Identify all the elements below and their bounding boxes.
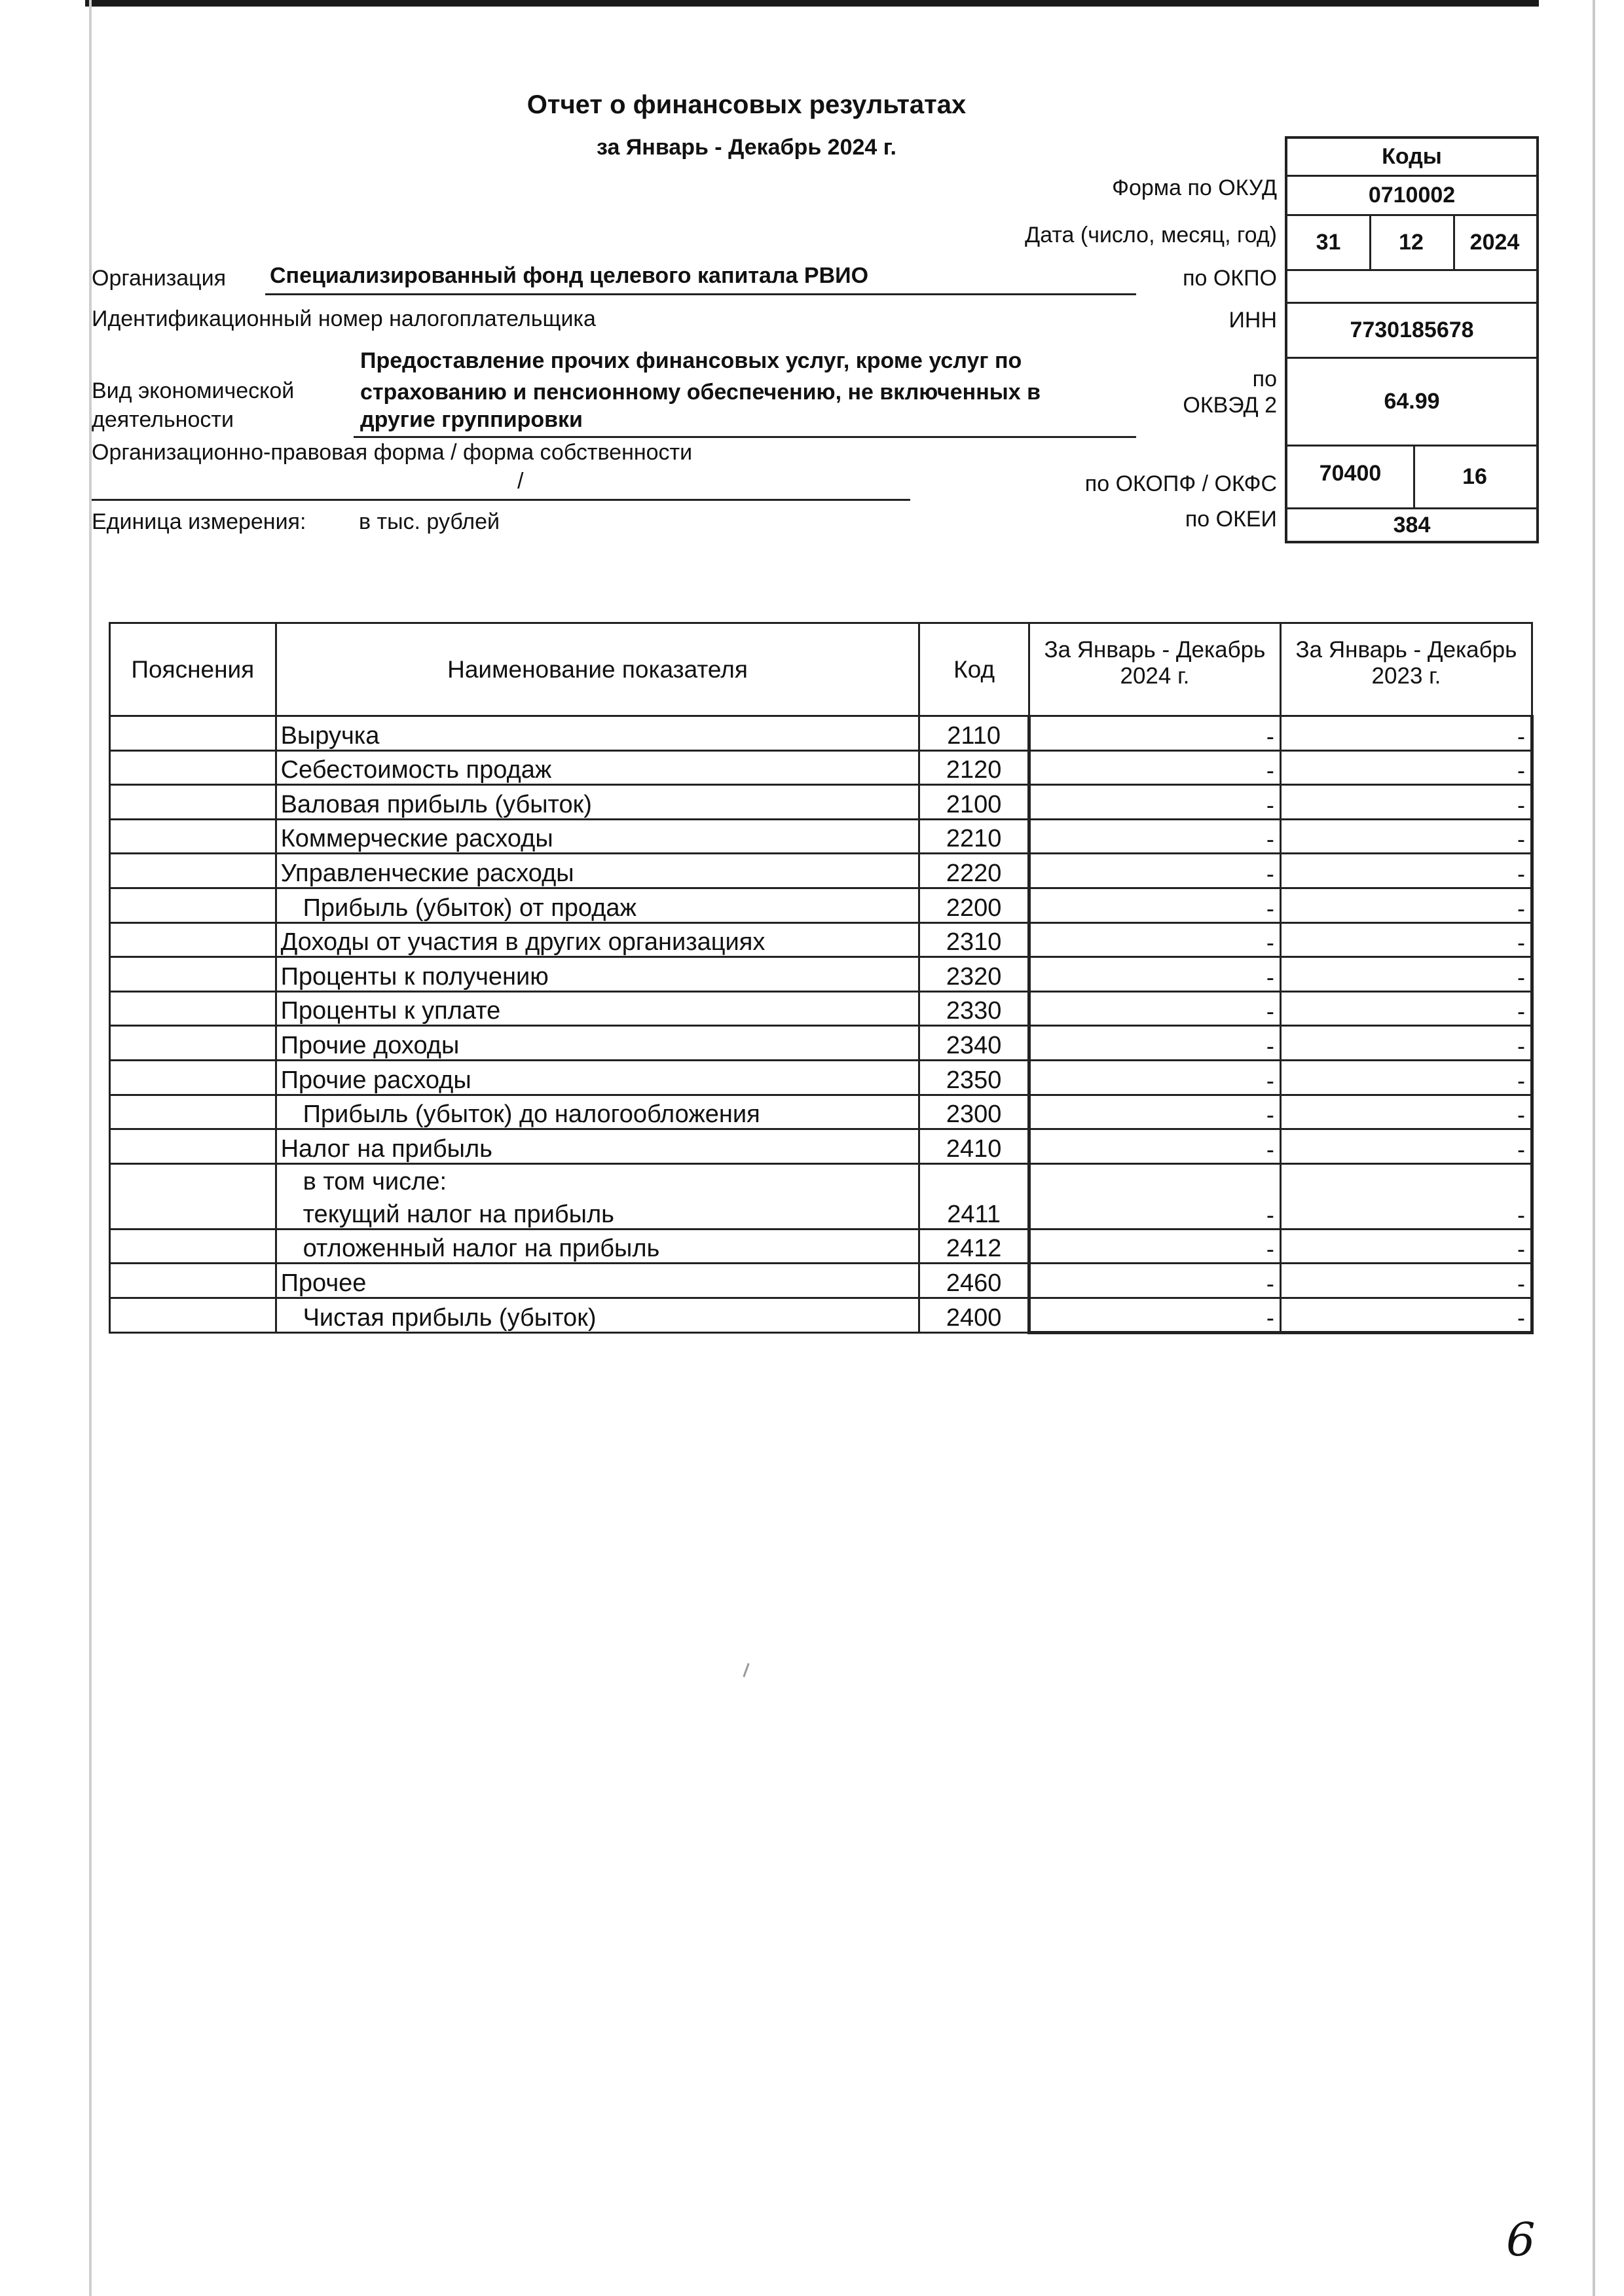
value-2024: - xyxy=(1029,819,1280,854)
indicator-code: 2200 xyxy=(919,888,1029,922)
notes-cell xyxy=(110,888,276,922)
report-title: Отчет о финансовых результатах xyxy=(526,90,967,119)
notes-cell xyxy=(110,854,276,888)
legal-form-underline xyxy=(92,499,910,501)
value-2024: - xyxy=(1029,716,1280,751)
table-row xyxy=(110,1095,1532,1129)
org-value: Специализированный фонд целевого капитала РВИО xyxy=(270,263,869,288)
inn-value: 7730185678 xyxy=(1287,304,1536,359)
indicator-code: 2400 xyxy=(919,1298,1029,1332)
table-row xyxy=(110,1298,1532,1332)
value-2023: - xyxy=(1280,1298,1532,1332)
divider xyxy=(1453,216,1455,271)
indicator-name: Выручка xyxy=(276,716,919,751)
activity-label-2: деятельности xyxy=(92,407,234,432)
legal-form-label: Организационно-правовая форма / форма собственности xyxy=(92,440,693,465)
scan-speck xyxy=(743,1663,749,1677)
col-header-2023: За Январь - Декабрь 2023 г. xyxy=(1280,623,1532,716)
value-2024: - xyxy=(1029,1229,1280,1264)
value-2023: - xyxy=(1280,819,1532,854)
table-row xyxy=(110,922,1532,957)
okved-label-2: ОКВЭД 2 xyxy=(1183,393,1277,418)
notes-cell xyxy=(110,1095,276,1129)
value-2023: - xyxy=(1280,888,1532,922)
notes-cell xyxy=(110,716,276,751)
value-2024: - xyxy=(1029,957,1280,992)
indicator-name: Себестоимость продаж xyxy=(276,750,919,785)
indicator-name: Доходы от участия в других организациях xyxy=(276,922,919,957)
indicator-code: 2330 xyxy=(919,991,1029,1026)
value-2024: - xyxy=(1029,991,1280,1026)
okved-value: 64.99 xyxy=(1287,359,1536,446)
okved-label-1: по xyxy=(1252,367,1277,392)
activity-value-3: другие группировки xyxy=(360,407,583,432)
indicator-name: Управленческие расходы xyxy=(276,854,919,888)
notes-cell xyxy=(110,991,276,1026)
indicator-code: 2310 xyxy=(919,922,1029,957)
indicator-name-text: текущий налог на прибыль xyxy=(303,1200,614,1228)
notes-cell xyxy=(110,1229,276,1264)
okfs-value: 16 xyxy=(1413,446,1536,509)
notes-cell xyxy=(110,957,276,992)
value-2024: - xyxy=(1029,854,1280,888)
codes-box xyxy=(1285,136,1539,543)
okud-label: Форма по ОКУД xyxy=(1112,175,1277,200)
value-2023: - xyxy=(1280,785,1532,820)
activity-value-2: страхованию и пенсионному обеспечению, не включенных в xyxy=(360,380,1041,405)
value-2024: - xyxy=(1029,785,1280,820)
divider xyxy=(1413,446,1415,509)
indicator-code: 2412 xyxy=(919,1229,1029,1264)
inn-label: ИНН xyxy=(1228,308,1277,333)
notes-cell xyxy=(110,1026,276,1061)
divider xyxy=(1369,216,1371,271)
notes-cell xyxy=(110,1129,276,1164)
value-2024: - xyxy=(1029,1026,1280,1061)
value-2023: - xyxy=(1280,1095,1532,1129)
value-2024: - xyxy=(1029,922,1280,957)
okei-value: 384 xyxy=(1393,512,1431,538)
value-2024: - xyxy=(1029,888,1280,922)
value-2023: - xyxy=(1280,854,1532,888)
indicator-name: Чистая прибыль (убыток) xyxy=(276,1298,919,1332)
value-2023: - xyxy=(1280,750,1532,785)
okei-label: по ОКЕИ xyxy=(1185,507,1277,532)
org-underline xyxy=(265,293,1136,295)
value-2024: - xyxy=(1029,750,1280,785)
value-2023: - xyxy=(1280,922,1532,957)
indicator-name-prefix: в том числе: xyxy=(303,1167,447,1195)
indicator-code: 2220 xyxy=(919,854,1029,888)
indicator-name: Коммерческие расходы xyxy=(276,819,919,854)
value-2023: - xyxy=(1280,1026,1532,1061)
indicator-code: 2460 xyxy=(919,1264,1029,1298)
col-header-notes: Пояснения xyxy=(110,623,276,716)
table-row xyxy=(110,888,1532,922)
legal-form-value: / xyxy=(517,469,524,494)
scan-left-edge xyxy=(89,0,92,2296)
value-2023: - xyxy=(1280,1060,1532,1095)
notes-cell xyxy=(110,750,276,785)
table-row xyxy=(110,750,1532,785)
table-row xyxy=(110,1163,1532,1229)
indicator-code: 2300 xyxy=(919,1095,1029,1129)
activity-underline xyxy=(354,436,1136,438)
col-header-code: Код xyxy=(919,623,1029,716)
financial-results-table xyxy=(109,622,1534,1334)
value-2023: - xyxy=(1280,1163,1532,1229)
indicator-name: Прочее xyxy=(276,1264,919,1298)
value-2023: - xyxy=(1280,1129,1532,1164)
col-header-indicator: Наименование показателя xyxy=(276,623,919,716)
indicator-code: 2110 xyxy=(919,716,1029,751)
indicator-code: 2100 xyxy=(919,785,1029,820)
value-2024: - xyxy=(1029,1129,1280,1164)
okpo-value xyxy=(1287,271,1536,304)
indicator-code: 2340 xyxy=(919,1026,1029,1061)
value-2023: - xyxy=(1280,991,1532,1026)
indicator-name: Проценты к уплате xyxy=(276,991,919,1026)
value-2024: - xyxy=(1029,1095,1280,1129)
table-row xyxy=(110,991,1532,1026)
indicator-code: 2410 xyxy=(919,1129,1029,1164)
okopf-label: по ОКОПФ / ОКФС xyxy=(1084,471,1277,496)
indicator-code: 2210 xyxy=(919,819,1029,854)
indicator-name xyxy=(276,1163,919,1229)
table-row xyxy=(110,819,1532,854)
indicator-name: Прочие доходы xyxy=(276,1026,919,1061)
table-row xyxy=(110,1026,1532,1061)
indicator-name: отложенный налог на прибыль xyxy=(276,1229,919,1264)
notes-cell xyxy=(110,785,276,820)
table-row xyxy=(110,1264,1532,1298)
table-row xyxy=(110,957,1532,992)
notes-cell xyxy=(110,922,276,957)
indicator-code: 2120 xyxy=(919,750,1029,785)
activity-value-1: Предоставление прочих финансовых услуг, кроме услуг по xyxy=(360,348,1022,373)
unit-value: в тыс. рублей xyxy=(359,509,500,534)
indicator-code: 2320 xyxy=(919,957,1029,992)
org-label: Организация xyxy=(92,266,227,291)
scan-top-edge xyxy=(85,0,1539,7)
value-2024: - xyxy=(1029,1298,1280,1332)
table-row xyxy=(110,1129,1532,1164)
unit-label: Единица измерения: xyxy=(92,509,306,534)
okpo-label: по ОКПО xyxy=(1183,266,1277,291)
value-2024: - xyxy=(1029,1060,1280,1095)
table-row xyxy=(110,716,1532,751)
indicator-name: Прибыль (убыток) до налогообложения xyxy=(276,1095,919,1129)
indicator-name: Проценты к получению xyxy=(276,957,919,992)
indicator-code: 2411 xyxy=(919,1163,1029,1229)
page-number: 6 xyxy=(1506,2213,1536,2267)
okud-value: 0710002 xyxy=(1287,177,1536,216)
indicator-name: Налог на прибыль xyxy=(276,1129,919,1164)
scan-right-edge xyxy=(1593,0,1595,2296)
date-month: 12 xyxy=(1369,216,1453,271)
date-year: 2024 xyxy=(1453,216,1536,271)
indicator-name: Валовая прибыль (убыток) xyxy=(276,785,919,820)
table-row xyxy=(110,1229,1532,1264)
okopf-value: 70400 xyxy=(1287,446,1413,509)
table-header-row xyxy=(110,623,1532,716)
value-2023: - xyxy=(1280,957,1532,992)
value-2024: - xyxy=(1029,1264,1280,1298)
codes-header: Коды xyxy=(1287,139,1536,177)
inn-caption: Идентификационный номер налогоплательщика xyxy=(92,306,596,331)
notes-cell xyxy=(110,1060,276,1095)
value-2023: - xyxy=(1280,716,1532,751)
table-row xyxy=(110,1060,1532,1095)
notes-cell xyxy=(110,1264,276,1298)
report-period: за Январь - Декабрь 2024 г. xyxy=(597,135,896,160)
indicator-code: 2350 xyxy=(919,1060,1029,1095)
notes-cell xyxy=(110,1298,276,1332)
value-2024: - xyxy=(1029,1163,1280,1229)
notes-cell xyxy=(110,1163,276,1229)
value-2023: - xyxy=(1280,1229,1532,1264)
activity-label-1: Вид экономической xyxy=(92,378,295,403)
col-header-2024: За Январь - Декабрь 2024 г. xyxy=(1029,623,1280,716)
indicator-name: Прибыль (убыток) от продаж xyxy=(276,888,919,922)
value-2023: - xyxy=(1280,1264,1532,1298)
table-row xyxy=(110,854,1532,888)
date-label: Дата (число, месяц, год) xyxy=(1025,223,1277,247)
notes-cell xyxy=(110,819,276,854)
table-row xyxy=(110,785,1532,820)
indicator-name: Прочие расходы xyxy=(276,1060,919,1095)
date-day: 31 xyxy=(1287,216,1369,271)
